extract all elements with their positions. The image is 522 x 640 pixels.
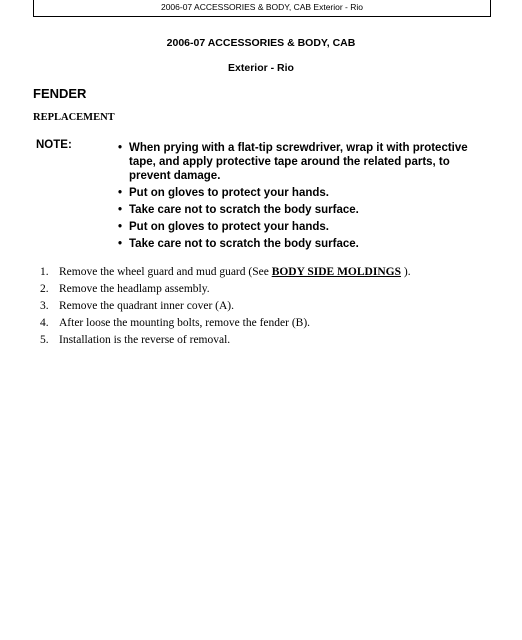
bullet-icon: • bbox=[118, 238, 123, 250]
note-item-text: Take care not to scratch the body surface. bbox=[129, 204, 359, 216]
subsection-title: REPLACEMENT bbox=[33, 112, 115, 123]
running-header bbox=[33, 0, 491, 17]
note-label: NOTE: bbox=[36, 139, 72, 151]
step-text: Remove the wheel guard and mud guard (See bbox=[59, 266, 272, 278]
step-text: After loose the mounting bolts, remove the fender (B). bbox=[59, 317, 311, 329]
procedure-steps bbox=[40, 264, 411, 349]
body-side-moldings-link[interactable]: BODY SIDE MOLDINGS bbox=[271, 266, 401, 278]
step-item bbox=[40, 264, 411, 281]
document-subtitle: Exterior - Rio bbox=[228, 62, 294, 74]
step-text: Remove the headlamp assembly. bbox=[59, 283, 210, 295]
note-item-text: Take care not to scratch the body surface. bbox=[129, 238, 359, 250]
bullet-icon: • bbox=[118, 221, 123, 233]
bullet-icon: • bbox=[118, 142, 123, 154]
note-item bbox=[118, 141, 493, 183]
note-item bbox=[118, 220, 493, 234]
document-title: 2006-07 ACCESSORIES & BODY, CAB bbox=[166, 37, 356, 49]
step-number: 5. bbox=[40, 334, 49, 346]
step-item bbox=[40, 332, 411, 349]
bullet-icon: • bbox=[118, 204, 123, 216]
step-text: Installation is the reverse of removal. bbox=[59, 334, 231, 346]
step-item bbox=[40, 315, 411, 332]
step-number: 3. bbox=[40, 300, 49, 312]
running-header-text: 2006-07 ACCESSORIES & BODY, CAB Exterior - Rio bbox=[160, 2, 364, 12]
note-item-text: When prying with a flat-tip screwdriver, wrap it with protective tape, and apply protective tape around the related parts, to prevent damage. bbox=[129, 142, 468, 182]
note-item bbox=[118, 237, 493, 251]
note-item bbox=[118, 186, 493, 200]
note-item-text: Put on gloves to protect your hands. bbox=[129, 187, 329, 199]
note-item bbox=[118, 203, 493, 217]
note-item-text: Put on gloves to protect your hands. bbox=[129, 221, 329, 233]
section-title: FENDER bbox=[33, 86, 87, 101]
step-number: 2. bbox=[40, 283, 49, 295]
note-list bbox=[118, 141, 493, 254]
step-item bbox=[40, 281, 411, 298]
step-item bbox=[40, 298, 411, 315]
step-text-end: ). bbox=[400, 266, 411, 278]
step-number: 4. bbox=[40, 317, 49, 329]
step-number: 1. bbox=[40, 266, 49, 278]
step-text: Remove the quadrant inner cover (A). bbox=[59, 300, 234, 312]
bullet-icon: • bbox=[118, 187, 123, 199]
